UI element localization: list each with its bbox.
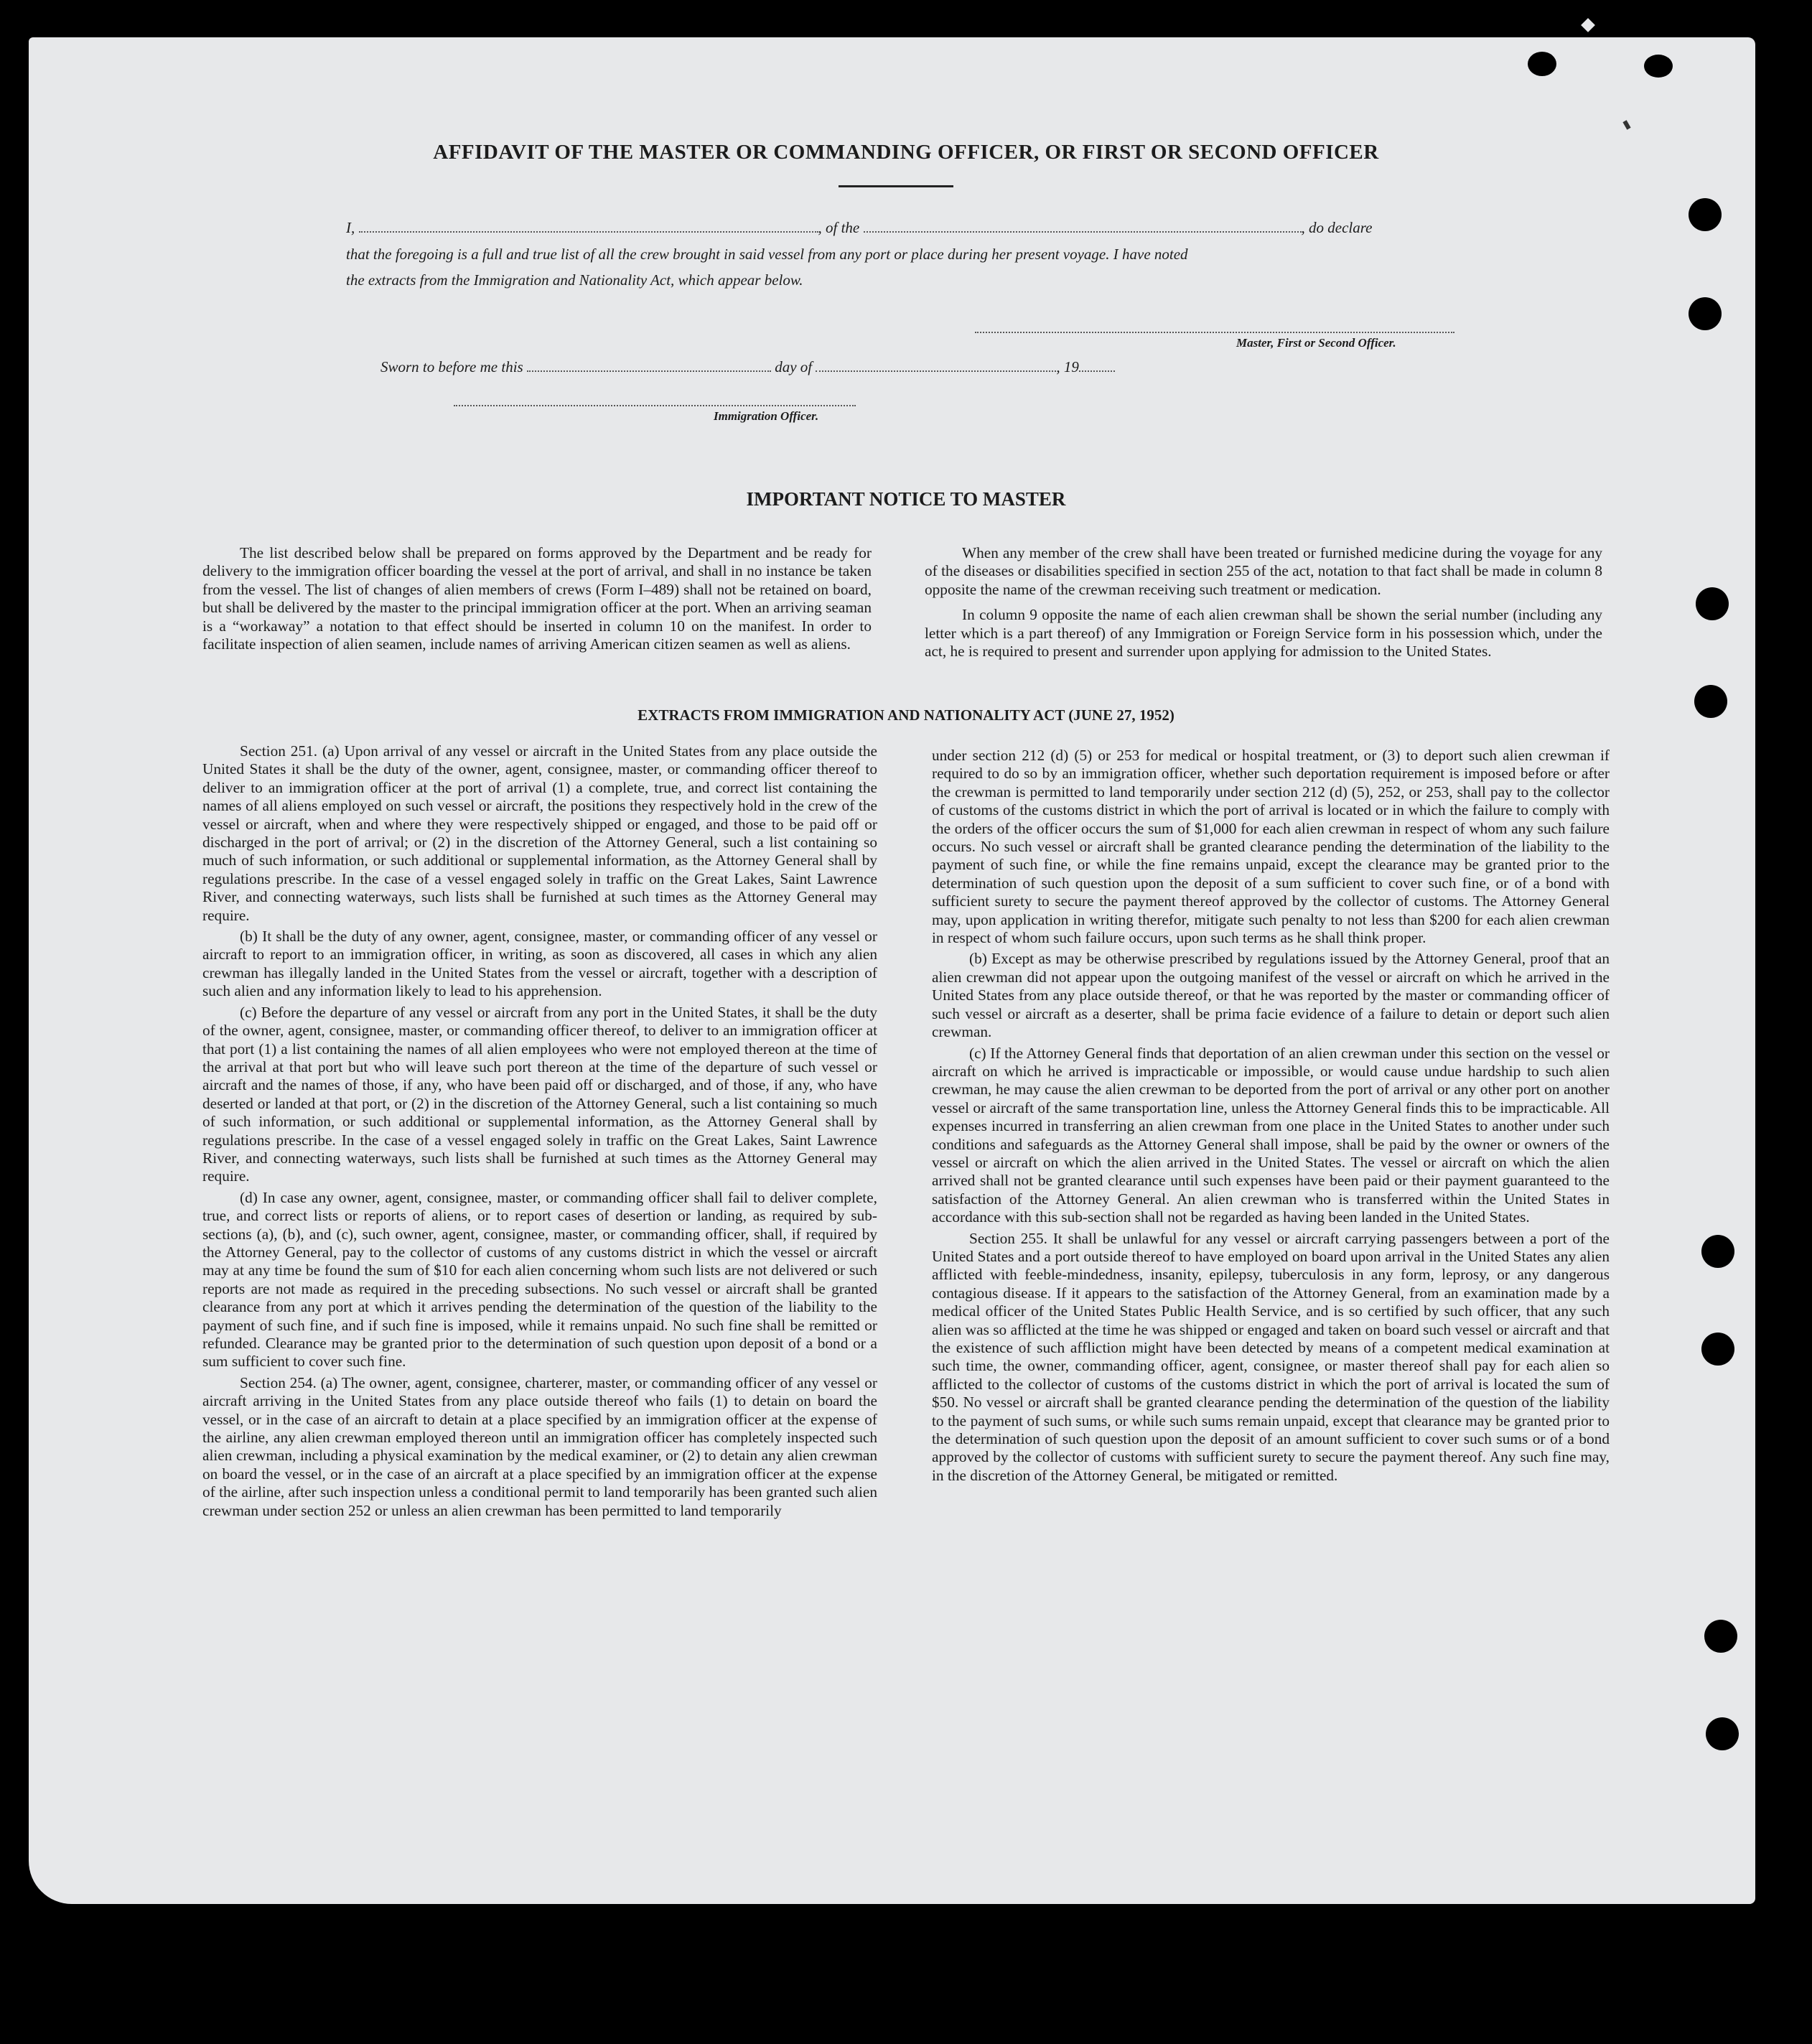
- sworn-year-field[interactable]: [1079, 356, 1115, 372]
- act-section-text: (b) Except as may be otherwise prescribed by regulations issued by the Attorney General, proof that an alien crewman did not appear upon the outgoing manifest of the vessel or aircraft on which he arrived in the United States from any place outside thereof, or that he was reported by the master or commanding officer of such vessel or aircraft as a deserter, shall be prima facie evidence of a failure to detain or deport such alien crewman.: [932, 950, 1610, 1041]
- title-rule: [839, 185, 953, 187]
- extracts-title: EXTRACTS FROM IMMIGRATION AND NATIONALITY ACT (JUNE 27, 1952): [638, 706, 1174, 724]
- notice-right-column: [925, 544, 1602, 665]
- punch-hole: [1689, 297, 1722, 330]
- name-field[interactable]: [359, 217, 818, 233]
- declaration-line: [346, 217, 1452, 237]
- master-caption: Master, First or Second Officer.: [1236, 336, 1396, 350]
- punch-hole: [1696, 587, 1729, 620]
- punch-hole: [1701, 1235, 1734, 1268]
- sworn-line: [380, 356, 1242, 376]
- notice-title: IMPORTANT NOTICE TO MASTER: [746, 488, 1066, 510]
- officer-signature-line[interactable]: [454, 405, 856, 406]
- statement-line-2: the extracts from the Immigration and Nationality Act, which appear below.: [346, 271, 803, 289]
- punch-hole: [1644, 55, 1673, 78]
- i-label: I,: [346, 219, 355, 236]
- vessel-field[interactable]: [864, 217, 1302, 233]
- day-of-label: day of: [775, 358, 813, 375]
- notice-paragraph: In column 9 opposite the name of each alien crewman shall be shown the serial number (including any letter which is a part thereof) of any Immigration or Foreign Service form in his possession which, under the act, he is required to present and surrender upon applying for admission to the United States.: [925, 606, 1602, 661]
- act-section-text: Section 251. (a) Upon arrival of any vessel or aircraft in the United States from any place outside the United States it shall be the duty of the owner, agent, consignee, master, or commanding officer thereof to deliver to an immigration officer at the port of arrival (1) a complete, true, and correct list containing the names of all aliens employed on such vessel or aircraft, the positions they respectively hold in the crew of the vessel or aircraft, when and where they were respectively shipped or engaged, and those to be paid off or discharged in the port of arrival; or (2) in the discretion of the Attorney General, such a list containing so much of such information, or such additional or supplemental information, as the Attorney General shall by regulations prescribe. In the case of a vessel engaged solely in traffic on the Great Lakes, Saint Lawrence River, and connecting waterways, such lists shall be furnished at such times as the Attorney General may require.: [202, 742, 877, 924]
- punch-hole: [1689, 198, 1722, 231]
- sworn-label: Sworn to before me this: [380, 358, 523, 375]
- sworn-month-field[interactable]: [816, 356, 1056, 372]
- officer-caption: Immigration Officer.: [714, 409, 819, 423]
- declare-label: , do declare: [1301, 219, 1373, 236]
- act-section-text: under section 212 (d) (5) or 253 for medical or hospital treatment, or (3) to deport such alien crewman if required to do so by an immigration officer, whether such deportation requirement is imposed before or after the crewman is permitted to land temporarily under section 212 (d) (5), 252, or 253, shall pay to the collector of customs of the customs district in which the port of arrival is located or in which the failure to comply with the orders of the officer occurs the sum of $1,000 for each alien crewman in respect of whom any such failure occurs. No such vessel or aircraft shall be granted clearance pending the determination of the liability to the payment of such fine, or while the fine remains unpaid, except the clearance may be granted prior to the determination of such question upon the deposit of a sum sufficient to cover such fine, or of a bond with sufficient surety to secure the payment thereof approved by the collector of customs. The Attorney General may, upon application in writing therefor, mitigate such penalty to not less than $200 for each alien crewman in respect of whom such failure occurs, upon such terms as he shall think proper.: [932, 747, 1610, 947]
- punch-hole: [1701, 1333, 1734, 1366]
- notice-paragraph: When any member of the crew shall have been treated or furnished medicine during the voyage for any of the diseases or disabilities specified in section 255 of the act, notation to that fact shall be made in column 8 opposite the name of the crewman receiving such treatment or medication.: [925, 544, 1602, 598]
- act-section-text: (c) If the Attorney General finds that deportation of an alien crewman under this section on the vessel or aircraft on which he arrived is impracticable or impossible, or would cause undue hardship to such alien crewman, he may cause the alien crewman to be deported from the port of arrival or any other port on another vessel or aircraft of the same transportation line, unless the Attorney General finds this to be impracticable. All expenses incurred in transferring an alien crewman from one place in the United States to another under such conditions and safeguards as the Attorney General shall impose, shall be paid by the owner or owners of the vessel or aircraft on which the alien arrived in the United States. The vessel or aircraft on which the alien arrived shall not be granted clearance until such expenses have been paid or their payment guaranteed to the satisfaction of the Attorney General. An alien crewman who is transferred within the United States in accordance with this sub-section shall not be regarded as having been landed in the United States.: [932, 1044, 1610, 1226]
- extracts-right-column: [932, 747, 1610, 1488]
- affidavit-title: AFFIDAVIT OF THE MASTER OR COMMANDING OFFICER, OR FIRST OR SECOND OFFICER: [433, 141, 1379, 164]
- year-label: , 19: [1056, 358, 1079, 375]
- punch-hole: [1528, 52, 1556, 76]
- act-section-text: Section 254. (a) The owner, agent, consignee, charterer, master, or commanding officer of any vessel or aircraft arriving in the United States from any place outside thereof who fails (1) to detain on board the vessel, or in the case of an aircraft to detain at a place specified by an immigration officer at the expense of the airline, any alien crewman employed thereon until an immigration officer has completely inspected such alien crewman, including a physical examination by the medical examiner, or (2) to detain any alien crewman on board the vessel, or in the case of an aircraft at a place specified by an immigration officer at the expense of the airline, after such inspection unless a conditional permit to land temporarily has been granted such alien crewman under section 252 or unless an alien crewman has been permitted to land temporarily: [202, 1373, 877, 1519]
- notice-left-column: [202, 544, 872, 658]
- extracts-left-column: [202, 742, 877, 1523]
- master-signature-line[interactable]: [975, 332, 1454, 333]
- page-corner-fold: [1581, 18, 1595, 32]
- act-section-text: (d) In case any owner, agent, consignee, master, or commanding officer shall fail to deliver complete, true, and correct lists or reports of aliens, or to report cases of desertion or landing, as required by sub-sections (a), (b), and (c), such owner, agent, consignee, master, or commanding officer, shall, if required by the Attorney General, pay to the collector of customs of any customs district in which the vessel or aircraft may at any time be found the sum of $10 for each alien concerning whom such lists are not delivered or such reports are not made as required in the preceding subsections. No such vessel or aircraft shall be granted clearance from any port at which it arrives pending the determination of the question of the liability to the payment of such fine, and if such fine is imposed, while it remains unpaid. No such fine shall be remitted or refunded. Clearance may be granted prior to the determination of such question upon deposit of a bond or a sum sufficient to cover such fine.: [202, 1188, 877, 1371]
- act-section-text: (b) It shall be the duty of any owner, agent, consignee, master, or commanding officer of any vessel or aircraft to report to an immigration officer, in writing, as soon as discovered, all cases in which any alien crewman has illegally landed in the United States from the vessel or aircraft, together with a description of such alien and any information likely to lead to his apprehension.: [202, 928, 877, 1000]
- punch-hole: [1704, 1620, 1737, 1653]
- punch-hole: [1706, 1717, 1739, 1750]
- statement-line-1: that the foregoing is a full and true list of all the crew brought in said vessel from any port or place during her present voyage. I have noted: [346, 246, 1188, 263]
- act-section-text: (c) Before the departure of any vessel or aircraft from any port in the United States, it shall be the duty of the owner, agent, consignee, master, or commanding officer thereof, to deliver to an immigration officer at that port (1) a list containing the names of all alien employees who were not employed thereon at the time of the arrival at that port but who will leave such port thereon at the time of the departure of such vessel or aircraft and the names of those, if any, who have been paid off or discharged, and of those, if any, who have deserted or landed at that port, or (2) in the discretion of the Attorney General, such a list containing so much of such information, or such additional or supplemental information, as the Attorney General shall by regulations prescribe. In the case of a vessel engaged solely in traffic on the Great Lakes, Saint Lawrence River, and connecting waterways, such lists shall be furnished at such times as the Attorney General may require.: [202, 1003, 877, 1185]
- notice-paragraph: The list described below shall be prepared on forms approved by the Department and be ready for delivery to the immigration officer boarding the vessel at the port of arrival, and shall in no instance be taken from the vessel. The list of changes of alien members of crews (Form I–489) shall not be retained on board, but shall be delivered by the master to the principal immigration officer at the port. When an arriving seaman is a “workaway” a notation to that effect should be inserted in column 10 on the manifest. In order to facilitate inspection of alien seamen, include names of arriving American citizen seamen as well as aliens.: [202, 544, 872, 653]
- act-section-text: Section 255. It shall be unlawful for any vessel or aircraft carrying passengers between a port of the United States and a port outside thereof to have employed on board upon arrival in the United States any alien afflicted with feeble-mindedness, insanity, epilepsy, tuberculosis in any form, leprosy, or any dangerous contagious disease. If it appears to the satisfaction of the Attorney General, from an examination made by a medical officer of the United States Public Health Service, and is so certified by such officer, that any such alien was so afflicted at the time he was shipped or engaged and taken on board such vessel or aircraft and that the existence of such affliction might have been detected by means of a competent medical examination at such time, the owner, commanding officer, agent, consignee, or master thereof shall pay for each alien so afflicted to the collector of customs of the customs district in which the port of arrival is located the sum of $50. No vessel or aircraft shall be granted clearance pending the determination of the question of the liability to the payment of such sums, or while such sums remain unpaid, except that clearance may be granted prior to the determination of such question upon the deposit of an amount sufficient to cover such sums or of a bond approved by the collector of customs with sufficient surety to secure the payment thereof. Any such fine may, in the discretion of the Attorney General, be mitigated or remitted.: [932, 1229, 1610, 1484]
- of-the-label: , of the: [818, 219, 860, 236]
- sworn-day-field[interactable]: [527, 356, 771, 372]
